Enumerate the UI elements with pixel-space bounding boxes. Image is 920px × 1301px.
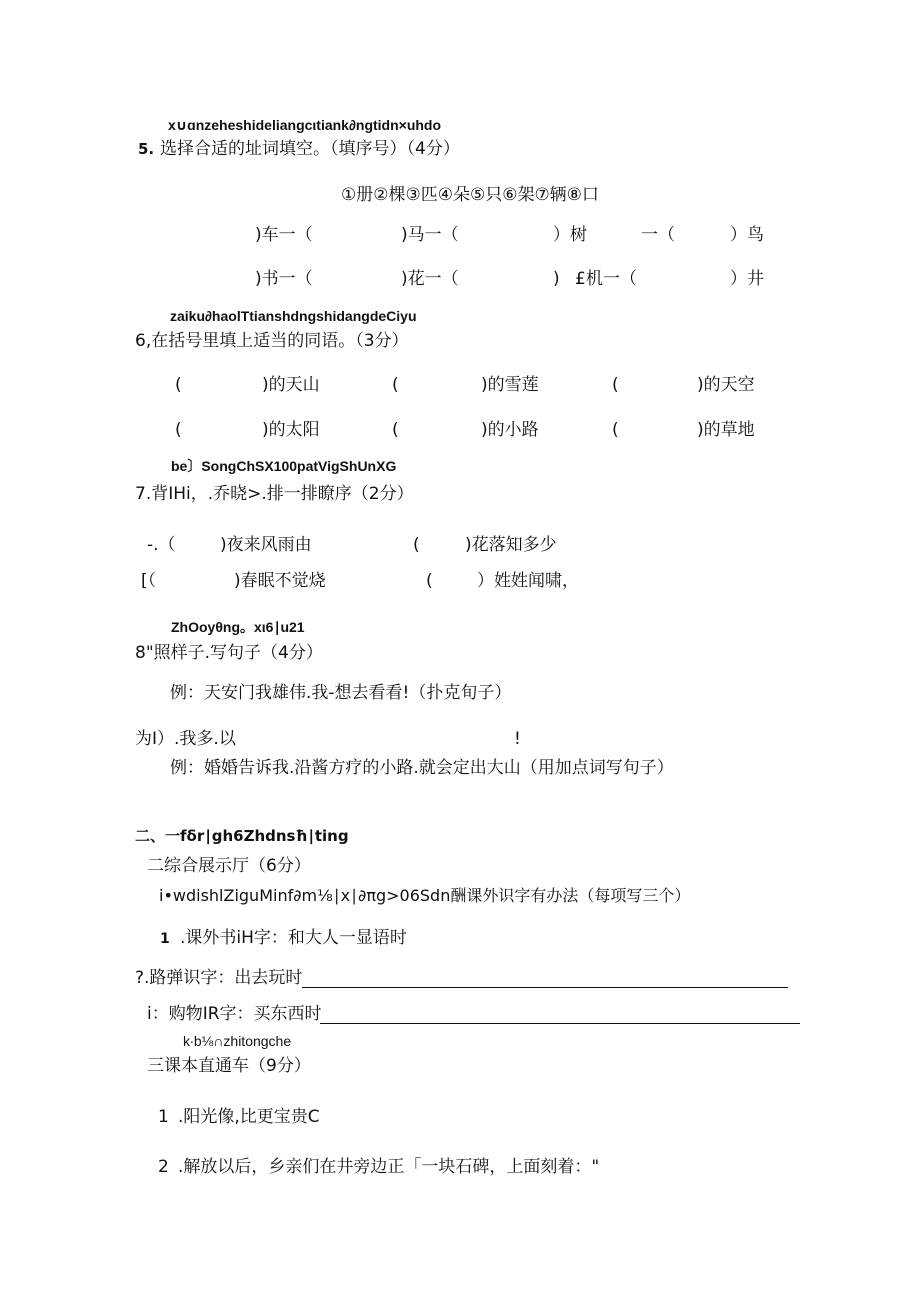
q5-blank: ）树 <box>553 225 587 245</box>
q5-blank: ) <box>553 269 560 289</box>
q6-blank: ( <box>612 375 619 395</box>
q7-blank: )夜来风雨由 <box>220 535 312 555</box>
q7-blank: )花落知多少 <box>465 535 557 555</box>
section-2-item-1-number: 1 <box>160 931 170 947</box>
section-3-item-2-number: 2 <box>158 1157 169 1177</box>
q5-blank: )书一（ <box>255 269 313 289</box>
q8-example-2: 例：婚婚告诉我.沿酱方疗的小路.就会定出大山（用加点词写句子） <box>170 758 674 778</box>
section-3-item-1-number: 1 <box>158 1107 169 1127</box>
q6-title: 6,在括号里填上适当的同语。（3分） <box>135 331 409 351</box>
q6-blank: ( <box>175 375 182 395</box>
q5-blank: )马一（ <box>401 225 459 245</box>
section-3-item-2: .解放以后，乡亲们在井旁边正「一块石碑，上面刻着：" <box>178 1157 600 1177</box>
q7-blank: ）姓姓闻啸， <box>477 571 579 591</box>
q7-blank: [（ <box>141 571 157 591</box>
q7-title: 7.背IHi，.乔晓>.排一排瞭序（2分） <box>135 484 414 504</box>
q5-blank: )车一（ <box>255 225 313 245</box>
q5-pinyin: x∪ɑnzeheshideliangcιtiank∂ngtidn×uhdo <box>168 117 442 133</box>
section-2-title: 二综合展示厅（6分） <box>147 856 311 876</box>
q8-answer-1-end: ! <box>514 729 521 749</box>
q5-title: 选择合适的址词填空。（填序号）（4分） <box>160 139 460 159</box>
q6-blank: )的雪莲 <box>481 375 539 395</box>
q7-blank: ( <box>426 571 433 591</box>
q7-pinyin: be〕SongChSX100patVigShUnXG <box>171 458 397 474</box>
section-3-pinyin: k∙b⅛∩zhitongche <box>183 1033 292 1049</box>
q6-blank: )的太阳 <box>262 420 320 440</box>
q7-blank: ( <box>413 535 420 555</box>
q5-blank: ）井 <box>730 269 764 289</box>
q5-options: ①册②棵③匹④朵⑤只⑥架⑦辆⑧口 <box>341 185 599 205</box>
q8-pinyin: ZhOoyθng。xι6∣u21 <box>171 619 305 635</box>
q5-blank: 一（ <box>641 225 675 245</box>
q6-blank: )的小路 <box>481 420 539 440</box>
section-2-item-2: ?.路弹识字：出去玩时 <box>135 968 303 988</box>
answer-line[interactable] <box>302 987 788 988</box>
q8-example-1: 例：天安门我雄伟.我-想去看看!（扑克旬子） <box>170 683 512 703</box>
q5-blank: ）鸟 <box>730 225 764 245</box>
q7-blank: -.（ <box>147 535 176 555</box>
q6-blank: ( <box>175 420 182 440</box>
q5-blank: £机一（ <box>575 269 637 289</box>
q8-answer-1: 为I）.我多.以 <box>135 729 236 749</box>
answer-line[interactable] <box>320 1023 800 1024</box>
section-2-intro: i•wdishlZiguMinf∂m⅛∣x∣∂πg>06Sdn酬课外识字有办法（每项写三个） <box>159 886 691 905</box>
q5-number: 5. <box>138 140 155 158</box>
q6-pinyin: zaiku∂haolTtianshdngshidangdeCiyu <box>170 308 417 324</box>
q6-blank: )的草地 <box>697 420 755 440</box>
section-2-item-1: .课外书iH字：和大人一显语时 <box>180 928 407 948</box>
q6-blank: ( <box>392 420 399 440</box>
section-2-item-3: i：购物IR字：买东西时 <box>147 1004 322 1024</box>
q6-blank: )的天山 <box>262 375 320 395</box>
section-2-heading: 二、一fδr∣gh6Zhdnsħ∣ting <box>135 827 349 845</box>
q6-blank: ( <box>392 375 399 395</box>
section-3-item-1: .阳光像,比更宝贵C <box>178 1107 320 1127</box>
q5-blank: )花一（ <box>401 269 459 289</box>
q8-title: 8"照样子.写句子（4分） <box>135 643 323 663</box>
q6-blank: ( <box>612 420 619 440</box>
q6-blank: )的天空 <box>697 375 755 395</box>
section-3-title: 三课本直通车（9分） <box>147 1056 311 1076</box>
q7-blank: )春眠不觉烧 <box>234 571 326 591</box>
